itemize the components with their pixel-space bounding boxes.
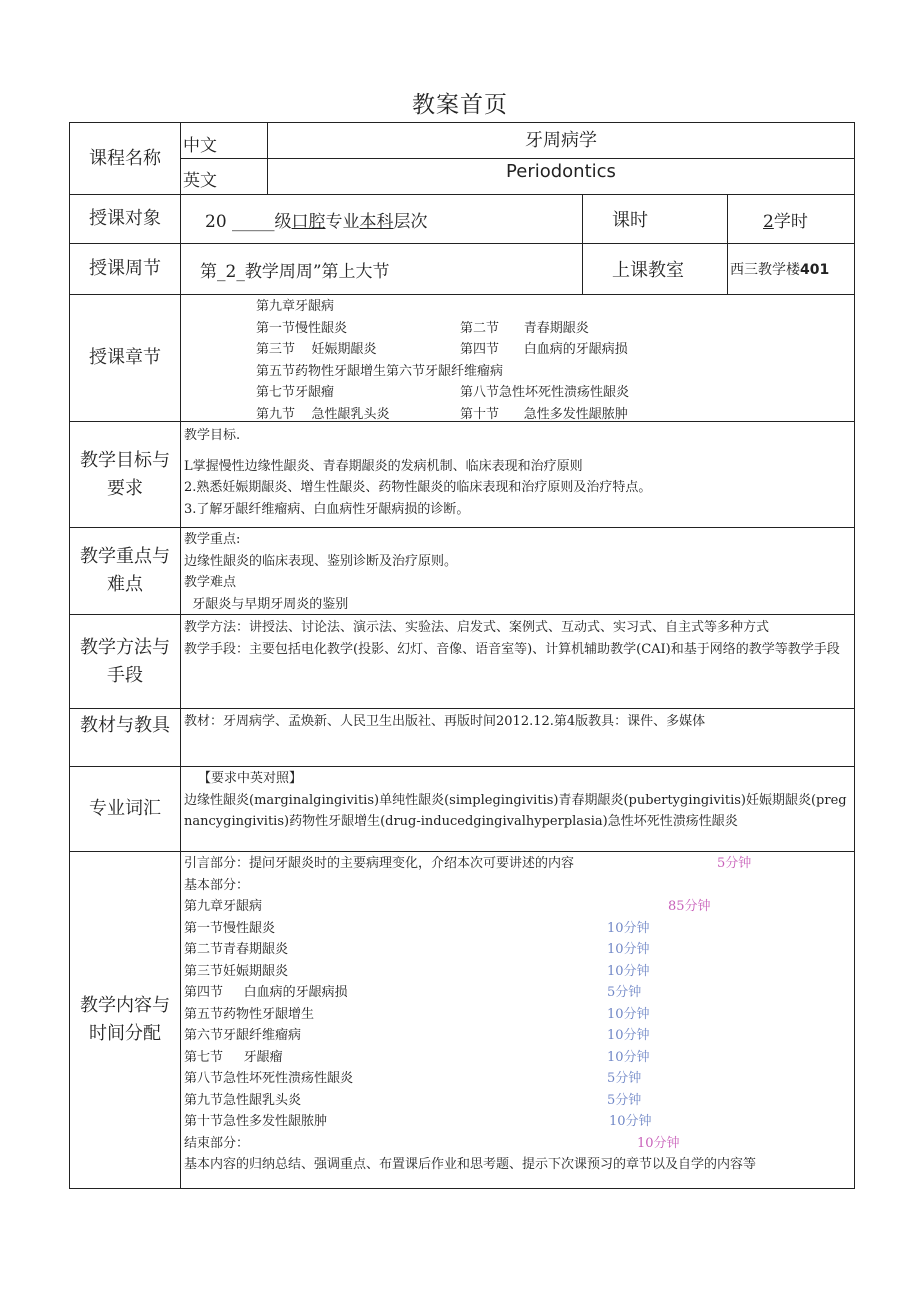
hours-label: 课时 — [612, 210, 648, 231]
chapter-line — [256, 296, 854, 318]
table-border-right — [854, 122, 855, 1189]
content-row — [184, 853, 851, 875]
row-divider — [69, 243, 855, 244]
course-cn-value: 牙周病学 — [525, 130, 597, 151]
chapters-list — [181, 294, 854, 421]
methods-means: 教学手段：主要包括电化教学(投影、幻灯、音像、语音室等)、计算机辅助教学(CAI)和基于网络的教学等教学手段 — [184, 641, 840, 657]
content-topic: 第九章牙龈病 — [184, 899, 263, 914]
table-border-top — [69, 122, 855, 123]
content-row — [184, 1111, 851, 1133]
chapter-item: 第七节牙龈瘤 — [256, 385, 335, 400]
content-topic: 第八节急性坏死性溃疡性龈炎 — [184, 1071, 354, 1086]
content-topic: 第五节药物性牙龈增生 — [184, 1006, 315, 1022]
chapter-item: 第八节急性坏死性溃疡性龈炎 — [460, 385, 630, 400]
content-topic: 第六节牙龈纤维瘤病 — [184, 1028, 302, 1043]
content-row — [184, 896, 851, 918]
chapter-item: 第五节药物性牙龈增生第六节牙龈纤维瘤病 — [256, 363, 504, 379]
content-topic: 基本部分： — [184, 877, 250, 893]
content-time: 10分钟 — [607, 920, 650, 936]
vocab-heading: 【要求中英对照】 — [198, 771, 303, 786]
room-building: 西三教学楼 — [730, 262, 800, 278]
audience-year: 20 — [205, 212, 227, 232]
content-row — [184, 918, 851, 940]
room-label: 上课教室 — [612, 260, 684, 281]
course-en-value: Periodontics — [506, 161, 616, 182]
chapters-label: 授课章节 — [89, 347, 161, 368]
content-time: 10分钟 — [607, 1006, 650, 1022]
objectives-line: L掌握慢性边缘性龈炎、青春期龈炎的发病机制、临床表现和治疗原则 — [184, 458, 583, 474]
chapter-line — [256, 404, 854, 422]
audience-label: 授课对象 — [89, 208, 161, 229]
content-time: 5分钟 — [607, 1071, 642, 1086]
methods-content — [181, 615, 854, 708]
schedule-value: 第_2_教学周周”第上大节 — [200, 262, 390, 282]
content-topic: 引言部分：提问牙龈炎时的主要病理变化，介绍本次可要讲述的内容 — [184, 856, 575, 871]
content-time: 10分钟 — [609, 1114, 652, 1129]
content-topic: 第四节 白血病的牙龈病损 — [184, 985, 348, 1000]
content-time: 10分钟 — [607, 942, 650, 957]
objectives-content — [181, 423, 854, 527]
content-topic: 第一节慢性龈炎 — [184, 920, 276, 936]
content-topic: 第三节妊娠期龈炎 — [184, 963, 289, 979]
chapter-item: 第一节慢性龈炎 — [256, 320, 348, 336]
content-row — [184, 1090, 851, 1112]
methods-method: 教学方法：讲授法、讨论法、演示法、实验法、启发式、案例式、互动式、实习式、自主式等多种方式 — [184, 620, 770, 635]
audience-level-suffix: 层次 — [393, 212, 428, 232]
page-title: 教案首页 — [412, 92, 508, 118]
vocab-label: 专业词汇 — [89, 798, 161, 819]
key-points-line: 教学重点: — [184, 532, 241, 547]
content-topic: 第七节 牙龈瘤 — [184, 1049, 283, 1065]
objectives-label — [70, 422, 180, 527]
content-row — [184, 1133, 851, 1155]
content-row — [184, 982, 851, 1004]
content-time: 10分钟 — [607, 1049, 650, 1065]
content-time: 5分钟 — [717, 856, 752, 871]
content-row — [184, 961, 851, 983]
content-label — [70, 852, 180, 1188]
hours-unit: 学时 — [773, 212, 808, 232]
chapter-line — [256, 318, 854, 340]
chapter-line — [256, 382, 854, 404]
col-divider — [727, 194, 728, 294]
content-rows — [184, 853, 851, 1154]
key-points-line: 牙龈炎与早期牙周炎的鉴别 — [184, 596, 349, 612]
key-points-line: 教学难点 — [184, 575, 237, 590]
chapter-item: 第九节 急性龈乳头炎 — [256, 406, 390, 421]
content-schedule — [181, 851, 854, 1188]
audience-major-suffix: 专业 — [325, 212, 360, 232]
hours-value — [763, 207, 851, 233]
hours-number: 2 — [763, 212, 774, 232]
course-name-label: 课程名称 — [89, 147, 161, 169]
key-points-content — [181, 527, 854, 614]
chapter-item: 第三节 妊娠期龈炎 — [256, 342, 377, 357]
content-topic: 第十节急性多发性龈脓肿 — [184, 1114, 328, 1129]
course-cn-label: 中文 — [183, 136, 217, 155]
content-topic: 第二节青春期龈炎 — [184, 942, 289, 957]
audience-major: 口腔 — [291, 212, 326, 232]
content-row — [184, 1025, 851, 1047]
materials-label: 教材与教具 — [80, 715, 170, 736]
content-label-text: 教学内容与时间分配 — [80, 995, 170, 1044]
vocab-content — [181, 766, 854, 851]
chapter-item: 第十节 急性多发性龈脓肿 — [460, 406, 628, 421]
room-value — [730, 259, 852, 283]
audience-grade: 级 — [274, 212, 292, 232]
chapter-item: 第九章牙龈病 — [256, 299, 335, 314]
chapter-line — [256, 361, 854, 383]
content-row — [184, 1068, 851, 1090]
content-row — [184, 875, 851, 897]
content-time: 85分钟 — [668, 899, 711, 914]
room-number: 401 — [800, 262, 830, 278]
objectives-label-text: 教学目标与要求 — [80, 449, 170, 499]
chapter-item: 第四节 白血病的牙龈病损 — [460, 342, 628, 357]
audience-level: 本科 — [359, 212, 394, 232]
chapter-line — [256, 339, 854, 361]
audience-year-blank: _____ — [232, 212, 275, 232]
content-topic: 结束部分： — [184, 1135, 250, 1151]
content-time: 10分钟 — [607, 963, 650, 979]
content-time: 10分钟 — [607, 1028, 650, 1043]
content-topic: 第九节急性龈乳头炎 — [184, 1092, 302, 1108]
schedule-label: 授课周节 — [89, 258, 161, 279]
course-en-label: 英文 — [183, 171, 217, 190]
table-border-bottom — [69, 1188, 855, 1189]
row-divider — [69, 194, 855, 195]
audience-value — [205, 207, 580, 233]
chapter-lines — [256, 294, 854, 421]
row-divider — [180, 158, 855, 159]
content-row — [184, 1047, 851, 1069]
content-time: 5分钟 — [607, 985, 642, 1000]
content-time: 5分钟 — [607, 1092, 642, 1108]
objectives-line: 教学目标. — [184, 428, 241, 443]
row-divider — [69, 421, 855, 422]
objectives-line: 3.了解牙龈纤维瘤病、白血病性牙龈病损的诊断。 — [184, 501, 470, 517]
methods-label-text: 教学方法与手段 — [80, 636, 170, 686]
content-row — [184, 939, 851, 961]
materials-content: 教材：牙周病学、孟焕新、人民卫生出版社、再版时间2012.12.第4版教具：课件、多媒体 — [184, 714, 706, 729]
content-summary: 基本内容的归纳总结、强调重点、布置课后作业和思考题、提示下次课预习的章节以及自学的内容等 — [184, 1157, 757, 1172]
key-points-line: 边缘性龈炎的临床表现、鉴别诊断及治疗原则。 — [184, 553, 458, 569]
col-divider — [582, 194, 583, 294]
content-row — [184, 1004, 851, 1026]
key-points-label — [70, 528, 180, 614]
key-points-label-text: 教学重点与难点 — [80, 546, 170, 595]
objectives-line: 2.熟悉妊娠期龈炎、增生性龈炎、药物性龈炎的临床表现和治疗原则及治疗特点。 — [184, 480, 652, 495]
chapter-item: 第二节 青春期龈炎 — [460, 320, 589, 336]
content-time: 10分钟 — [637, 1135, 680, 1151]
vocab-text: 边缘性龈炎(marginalgingivitis)单纯性龈炎(simplegingivitis)青春期龈炎(pubertygingivitis)妊娠期龈炎(pregnancygingivitis)药物性牙龈增生(drug-inducedgingivalhyperplasia)急性坏死性溃疡性龈炎 — [184, 792, 847, 829]
methods-label — [70, 615, 180, 708]
